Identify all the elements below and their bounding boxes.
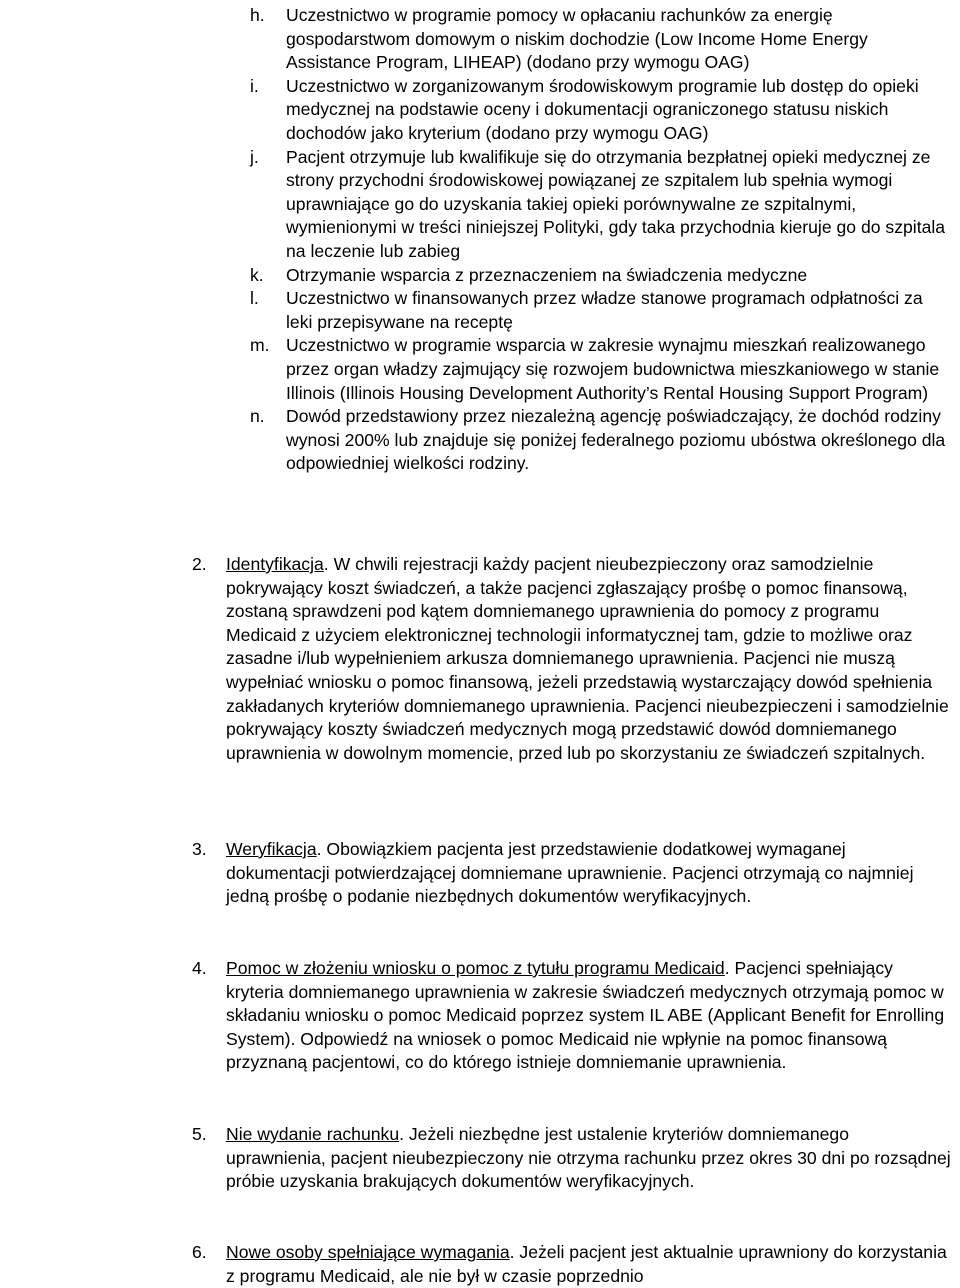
section-heading: Identyfikacja <box>226 554 324 574</box>
section-no-billing <box>192 1123 952 1194</box>
list-marker: m. <box>250 335 270 356</box>
list-marker: j. <box>250 146 259 167</box>
section-body <box>192 957 952 1075</box>
eligibility-criteria-list <box>250 4 950 476</box>
section-number: 3. <box>192 839 207 859</box>
list-item-m <box>250 334 950 405</box>
list-item-text: Uczestnictwo w finansowanych przez władze stanowe programach odpłatności za leki przepisywane na receptę <box>286 288 923 332</box>
section-heading: Pomoc w złożeniu wniosku o pomoc z tytułu programu Medicaid <box>226 958 725 978</box>
section-text: . W chwili rejestracji każdy pacjent nieubezpieczony oraz samodzielnie pokrywający koszt świadczeń, a także pacjenci zgłaszający prośbę o pomoc finansową, zostaną sprawdzeni pod kątem domniemanego uprawnienia do pomocy z programu Medicaid z użyciem elektronicznej technologii informatycznej tam, gdzie to możliwe oraz zasadne i/lub wypełnieniem arkusza domniemanego uprawnienia. Pacjenci nie muszą wypełniać wniosku o pomoc finansową, jeżeli przedstawią wystarczający dowód spełnienia zakładanych kryteriów domniemanego uprawnienia. Pacjenci nieubezpieczeni i samodzielnie pokrywający koszty świadczeń medycznych mogą przedstawić dowód domniemanego uprawnienia w dowolnym momencie, przed lub po skorzystaniu ze świadczeń szpitalnych. <box>226 554 949 763</box>
list-item-h <box>250 4 950 75</box>
section-heading: Nie wydanie rachunku <box>226 1124 400 1144</box>
section-number: 4. <box>192 958 207 978</box>
list-item-text: Uczestnictwo w programie pomocy w opłacaniu rachunków za energię gospodarstwom domowym o niskim dochodzie (Low Income Home Energy Assistance Program, LIHEAP) (dodano przy wymogu OAG) <box>286 5 868 73</box>
section-body <box>192 838 952 909</box>
list-item-k <box>250 264 950 288</box>
section-verification <box>192 838 952 909</box>
section-text: . Jeżeli niezbędne jest ustalenie kryteriów domniemanego uprawnienia, pacjent nieubezpieczony nie otrzyma rachunku przez okres 30 dni po rozsądnej próbie uzyskania brakujących dokumentów weryfikacyjnych. <box>226 1124 951 1192</box>
list-item-l <box>250 287 950 334</box>
section-body <box>192 553 952 765</box>
list-item-j <box>250 146 950 264</box>
list-marker: n. <box>250 406 265 427</box>
section-heading: Weryfikacja <box>226 839 317 859</box>
section-text: . Jeżeli pacjent jest aktualnie uprawniony do korzystania z programu Medicaid, ale nie był w czasie poprzednio <box>226 1242 947 1286</box>
list-item-text: Dowód przedstawiony przez niezależną agencję poświadczający, że dochód rodziny wynosi 200% lub znajduje się poniżej federalnego poziomu ubóstwa określonego dla odpowiedniej wielkości rodziny. <box>286 406 946 474</box>
list-item-n <box>250 405 950 476</box>
list-marker: l. <box>250 288 259 309</box>
section-body <box>192 1123 952 1194</box>
list-marker: h. <box>250 5 265 25</box>
list-marker: i. <box>250 75 259 96</box>
section-medicaid-assistance <box>192 957 952 1075</box>
section-number: 2. <box>192 554 207 574</box>
section-new-eligible <box>192 1241 952 1288</box>
list-item-text: Uczestnictwo w zorganizowanym środowiskowym programie lub dostęp do opieki medycznej na podstawie oceny i dokumentacji ograniczonego statusu niskich dochodów jako kryterium (dodano przy wymogu OAG) <box>286 75 919 143</box>
section-heading: Nowe osoby spełniające wymagania <box>226 1242 510 1262</box>
list-item-text: Otrzymanie wsparcia z przeznaczeniem na świadczenia medyczne <box>286 264 808 285</box>
list-item-text: Pacjent otrzymuje lub kwalifikuje się do otrzymania bezpłatnej opieki medycznej ze strony przychodni środowiskowej powiązanej ze szpitalem lub spełnia wymogi uprawniające go do uzyskania takiej opieki porównywalne ze szpitalnymi, wymienionymi w treści niniejszej Polityki, gdy taka przychodnia kieruje go do szpitala na leczenie lub zabieg <box>286 146 946 261</box>
section-identification <box>192 553 952 765</box>
section-body <box>192 1241 952 1288</box>
list-marker: k. <box>250 264 264 285</box>
section-text: . Pacjenci spełniający kryteria domniemanego uprawnienia w zakresie świadczeń medycznych otrzymają pomoc w składaniu wniosku o pomoc Medicaid poprzez system IL ABE (Applicant Benefit for Enrolling System). Odpowiedź na wniosek o pomoc Medicaid nie wpłynie na pomoc finansową przyznaną pacjentowi, co do którego istnieje domniemanie uprawnienia. <box>226 958 945 1073</box>
list-item-i <box>250 75 950 146</box>
section-number: 6. <box>192 1242 207 1262</box>
section-text: . Obowiązkiem pacjenta jest przedstawienie dodatkowej wymaganej dokumentacji potwierdzającej domniemane uprawnienie. Pacjenci otrzymają co najmniej jedną prośbę o podanie niezbędnych dokumentów weryfikacyjnych. <box>226 839 914 907</box>
list-item-text: Uczestnictwo w programie wsparcia w zakresie wynajmu mieszkań realizowanego przez organ władzy zajmujący się rozwojem budownictwa mieszkaniowego w stanie Illinois (Illinois Housing Development Authority’s Rental Housing Support Program) <box>286 335 940 403</box>
section-number: 5. <box>192 1124 207 1144</box>
